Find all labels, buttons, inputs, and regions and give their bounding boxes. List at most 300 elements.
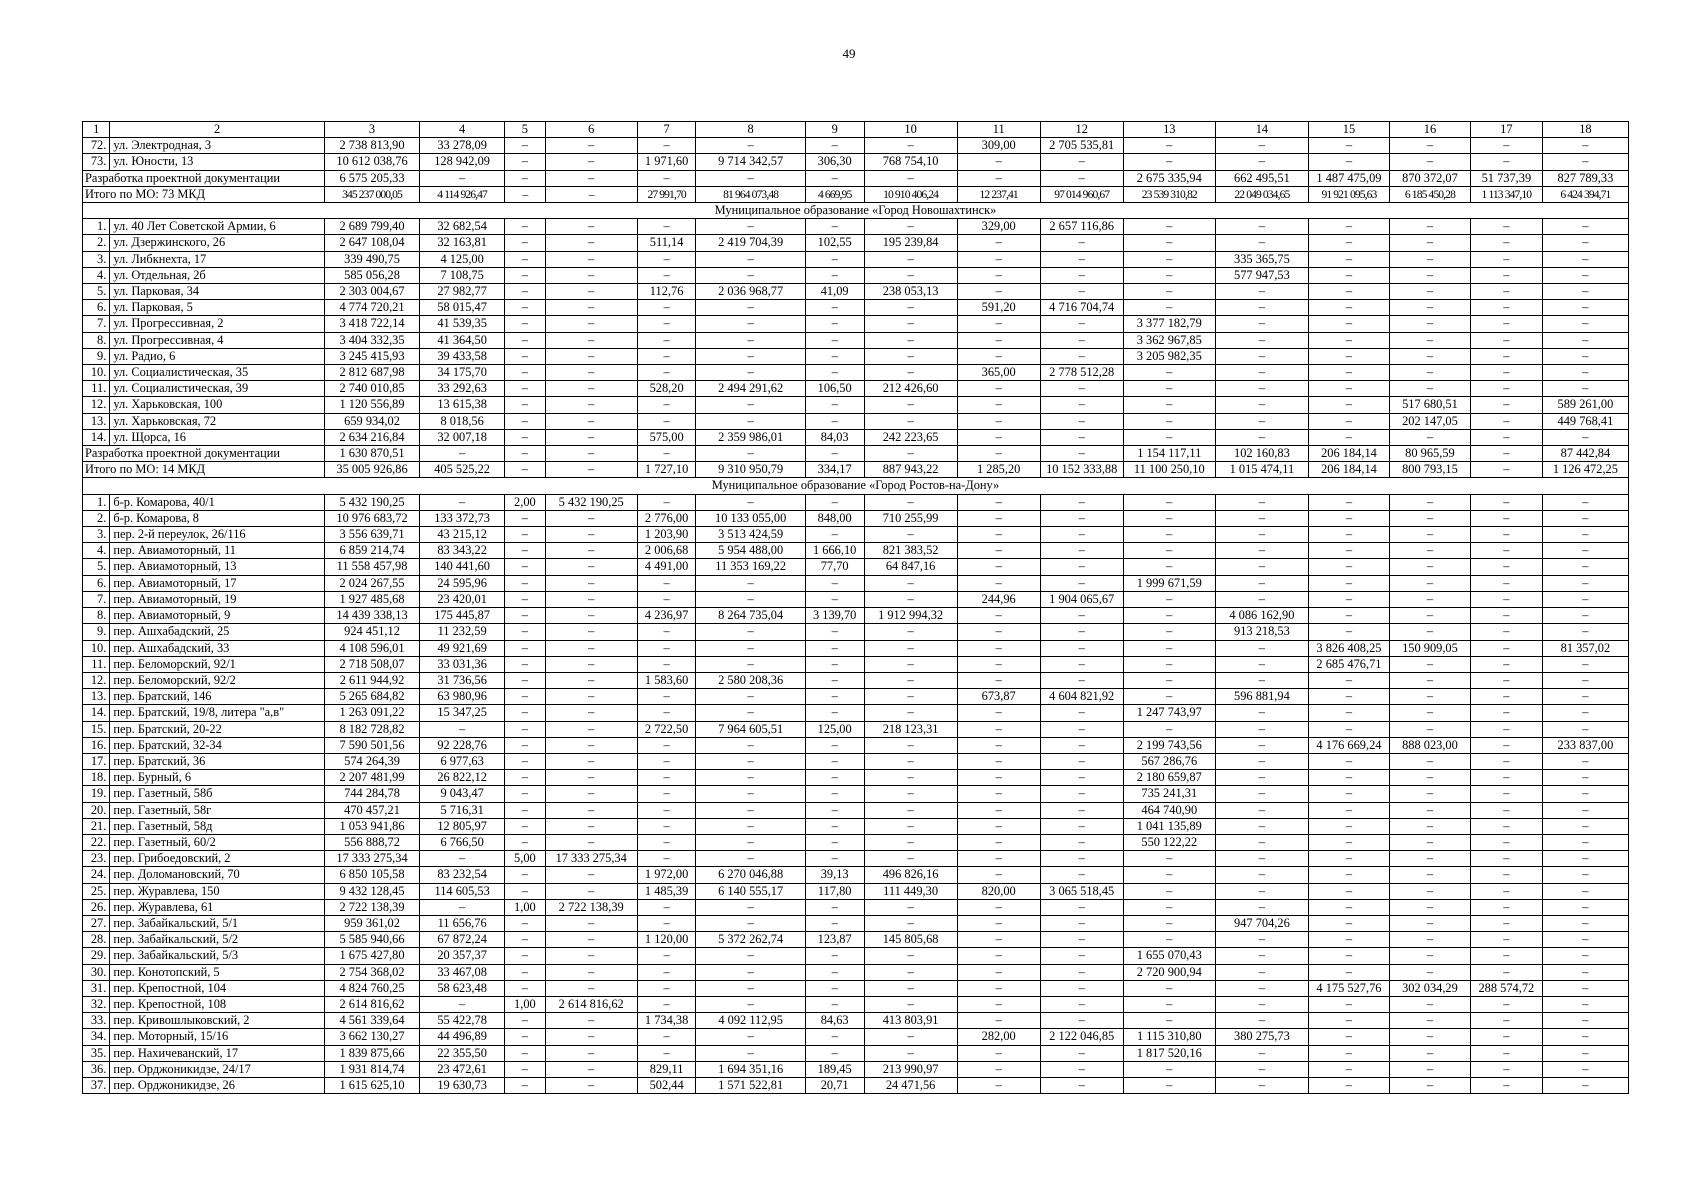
row-address: ул. Прогрессивная, 4 (110, 332, 325, 348)
value-cell: – (1542, 721, 1628, 737)
value-cell: – (1215, 737, 1308, 753)
row-number: 14. (83, 705, 110, 721)
table-row (83, 251, 1629, 267)
value-cell: 15 347,25 (420, 705, 505, 721)
value-cell: 502,44 (637, 1077, 696, 1093)
table-row (83, 154, 1629, 170)
value-cell: 1 583,60 (637, 672, 696, 688)
value-cell: 4 716 704,74 (1040, 300, 1123, 316)
value-cell: – (1308, 948, 1389, 964)
value-cell: – (805, 834, 864, 850)
value-cell: 1 904 065,67 (1040, 591, 1123, 607)
value-cell: 39,13 (805, 867, 864, 883)
value-cell: 1 999 671,59 (1123, 575, 1215, 591)
section-header-row (83, 478, 1629, 494)
value-cell: – (505, 1013, 545, 1029)
value-cell: 309,00 (957, 138, 1040, 154)
value-cell: – (864, 170, 957, 186)
row-address: пер. Нахичеванский, 17 (110, 1045, 325, 1061)
value-cell: – (1470, 948, 1542, 964)
value-cell: – (1215, 138, 1308, 154)
value-cell: – (696, 138, 805, 154)
value-cell: – (957, 575, 1040, 591)
value-cell: – (1123, 932, 1215, 948)
value-cell: – (957, 899, 1040, 915)
value-cell: – (545, 365, 637, 381)
row-number: 16. (83, 737, 110, 753)
value-cell: – (1308, 1061, 1389, 1077)
value-cell: – (1123, 559, 1215, 575)
value-cell: – (805, 899, 864, 915)
value-cell: – (1470, 413, 1542, 429)
value-cell: – (805, 494, 864, 510)
value-cell: – (1308, 1077, 1389, 1093)
value-cell: – (1542, 915, 1628, 931)
value-cell: – (1542, 624, 1628, 640)
value-cell: 1 630 870,51 (324, 446, 419, 462)
value-cell: – (1040, 251, 1123, 267)
value-cell: 22 049 034,65 (1215, 186, 1308, 202)
value-cell: – (1215, 154, 1308, 170)
value-cell: – (1308, 834, 1389, 850)
row-address: пер. Журавлева, 61 (110, 899, 325, 915)
row-number: 22. (83, 834, 110, 850)
value-cell: – (637, 753, 696, 769)
row-address: пер. Братский, 19/8, литера "а,в" (110, 705, 325, 721)
value-cell: 5 585 940,66 (324, 932, 419, 948)
value-cell: 128 942,09 (420, 154, 505, 170)
value-cell: – (1470, 915, 1542, 931)
value-cell: – (1542, 753, 1628, 769)
table-row (83, 786, 1629, 802)
value-cell: – (1542, 219, 1628, 235)
value-cell: – (696, 770, 805, 786)
value-cell: – (1215, 721, 1308, 737)
value-cell: – (1040, 996, 1123, 1012)
value-cell: – (696, 656, 805, 672)
value-cell: – (1542, 980, 1628, 996)
value-cell: – (505, 980, 545, 996)
value-cell: 413 803,91 (864, 1013, 957, 1029)
value-cell: 5 432 190,25 (324, 494, 419, 510)
value-cell: 33 292,63 (420, 381, 505, 397)
value-cell: – (1040, 851, 1123, 867)
value-cell: 2 754 368,02 (324, 964, 419, 980)
value-cell: – (1542, 381, 1628, 397)
value-cell: – (1542, 656, 1628, 672)
value-cell: – (864, 753, 957, 769)
value-cell: – (1215, 656, 1308, 672)
value-cell: – (1389, 381, 1470, 397)
value-cell: 4 086 162,90 (1215, 608, 1308, 624)
value-cell: – (805, 219, 864, 235)
value-cell: – (864, 656, 957, 672)
value-cell: – (1470, 575, 1542, 591)
value-cell: – (637, 1045, 696, 1061)
value-cell: – (1470, 348, 1542, 364)
value-cell: – (1470, 154, 1542, 170)
value-cell: 380 275,73 (1215, 1029, 1308, 1045)
value-cell: – (545, 705, 637, 721)
value-cell: – (1123, 591, 1215, 607)
value-cell: 3 556 639,71 (324, 527, 419, 543)
value-cell: – (1215, 1077, 1308, 1093)
value-cell: – (1215, 753, 1308, 769)
value-cell: – (1040, 1013, 1123, 1029)
value-cell: – (1308, 494, 1389, 510)
value-cell: – (1470, 527, 1542, 543)
table-row (83, 867, 1629, 883)
value-cell: – (1308, 154, 1389, 170)
value-cell: – (505, 1045, 545, 1061)
value-cell: – (864, 737, 957, 753)
value-cell: – (1215, 996, 1308, 1012)
value-cell: – (1470, 1013, 1542, 1029)
value-cell: – (864, 964, 957, 980)
value-cell: – (1123, 138, 1215, 154)
value-cell: – (1389, 786, 1470, 802)
value-cell: – (545, 251, 637, 267)
value-cell: – (505, 446, 545, 462)
row-number: 11. (83, 381, 110, 397)
value-cell: 3 139,70 (805, 608, 864, 624)
value-cell: 13 615,38 (420, 397, 505, 413)
value-cell: 3 513 424,59 (696, 527, 805, 543)
value-cell: – (805, 851, 864, 867)
value-cell: – (864, 802, 957, 818)
column-number-row (83, 122, 1629, 138)
row-number: 34. (83, 1029, 110, 1045)
value-cell: – (545, 1013, 637, 1029)
value-cell: 2 614 816,62 (324, 996, 419, 1012)
value-cell: – (1040, 802, 1123, 818)
value-cell: – (505, 186, 545, 202)
value-cell: 238 053,13 (864, 284, 957, 300)
value-cell: – (1123, 689, 1215, 705)
value-cell: – (957, 316, 1040, 332)
value-cell: – (957, 656, 1040, 672)
value-cell: 2 722,50 (637, 721, 696, 737)
value-cell: 1 485,39 (637, 883, 696, 899)
row-number: 28. (83, 932, 110, 948)
table-row (83, 1045, 1629, 1061)
value-cell: 244,96 (957, 591, 1040, 607)
value-cell: – (864, 251, 957, 267)
value-cell: – (957, 397, 1040, 413)
value-cell: 1 053 941,86 (324, 818, 419, 834)
value-cell: – (864, 397, 957, 413)
value-cell: – (545, 656, 637, 672)
value-cell: 41 539,35 (420, 316, 505, 332)
value-cell: – (1308, 251, 1389, 267)
value-cell: – (1123, 1013, 1215, 1029)
value-cell: – (1123, 867, 1215, 883)
value-cell: 6 424 394,71 (1542, 186, 1628, 202)
value-cell: 1 839 875,66 (324, 1045, 419, 1061)
row-address: пер. Газетный, 58д (110, 818, 325, 834)
value-cell: – (957, 770, 1040, 786)
value-cell: 202 147,05 (1389, 413, 1470, 429)
value-cell: – (696, 899, 805, 915)
value-cell: – (545, 397, 637, 413)
value-cell: 2 812 687,98 (324, 365, 419, 381)
summary-row (83, 186, 1629, 202)
row-address: пер. Газетный, 58б (110, 786, 325, 802)
value-cell: 744 284,78 (324, 786, 419, 802)
value-cell: – (805, 705, 864, 721)
table-row (83, 818, 1629, 834)
table-row (83, 964, 1629, 980)
value-cell: – (1542, 932, 1628, 948)
value-cell: – (1470, 899, 1542, 915)
value-cell: 4 561 339,64 (324, 1013, 419, 1029)
value-cell: – (637, 251, 696, 267)
value-cell: 125,00 (805, 721, 864, 737)
value-cell: – (637, 219, 696, 235)
value-cell: 10 152 333,88 (1040, 462, 1123, 478)
value-cell: – (805, 267, 864, 283)
value-cell: – (505, 543, 545, 559)
value-cell: – (1215, 381, 1308, 397)
value-cell: 189,45 (805, 1061, 864, 1077)
value-cell: 1 927 485,68 (324, 591, 419, 607)
value-cell: – (696, 170, 805, 186)
table-row (83, 575, 1629, 591)
value-cell: – (1308, 770, 1389, 786)
value-cell: 2 657 116,86 (1040, 219, 1123, 235)
value-cell: – (864, 851, 957, 867)
value-cell: – (957, 413, 1040, 429)
value-cell: – (1470, 219, 1542, 235)
value-cell: – (696, 689, 805, 705)
value-cell: – (696, 300, 805, 316)
value-cell: – (1470, 591, 1542, 607)
row-number: 12. (83, 397, 110, 413)
value-cell: – (696, 802, 805, 818)
value-cell: 4 176 669,24 (1308, 737, 1389, 753)
row-address: б-р. Комарова, 40/1 (110, 494, 325, 510)
value-cell: – (864, 316, 957, 332)
row-number: 8. (83, 332, 110, 348)
value-cell: – (1040, 964, 1123, 980)
value-cell: 33 467,08 (420, 964, 505, 980)
value-cell: – (1040, 348, 1123, 364)
value-cell: 3 065 518,45 (1040, 883, 1123, 899)
value-cell: – (1389, 753, 1470, 769)
value-cell: – (637, 365, 696, 381)
row-address: пер. Братский, 36 (110, 753, 325, 769)
value-cell: 1 694 351,16 (696, 1061, 805, 1077)
row-address: ул. Социалистическая, 39 (110, 381, 325, 397)
value-cell: – (957, 494, 1040, 510)
value-cell: – (637, 138, 696, 154)
value-cell: – (1040, 381, 1123, 397)
value-cell: – (505, 624, 545, 640)
value-cell: 829,11 (637, 1061, 696, 1077)
row-number: 72. (83, 138, 110, 154)
value-cell: – (1470, 1077, 1542, 1093)
value-cell: – (1308, 348, 1389, 364)
value-cell: 1 203,90 (637, 527, 696, 543)
value-cell: – (1308, 284, 1389, 300)
value-cell: – (1389, 527, 1470, 543)
value-cell: 11 353 169,22 (696, 559, 805, 575)
value-cell: – (1215, 851, 1308, 867)
value-cell: – (637, 316, 696, 332)
value-cell: – (696, 251, 805, 267)
value-cell: – (1470, 316, 1542, 332)
value-cell: – (1123, 154, 1215, 170)
value-cell: 84,03 (805, 429, 864, 445)
value-cell: – (1542, 591, 1628, 607)
value-cell: 91 921 095,63 (1308, 186, 1389, 202)
value-cell: – (505, 429, 545, 445)
value-cell: – (1542, 494, 1628, 510)
value-cell: 345 237 000,05 (324, 186, 419, 202)
value-cell: – (505, 932, 545, 948)
value-cell: – (1040, 656, 1123, 672)
value-cell: – (505, 365, 545, 381)
value-cell: 33 278,09 (420, 138, 505, 154)
value-cell: – (637, 964, 696, 980)
table-row (83, 494, 1629, 510)
row-number: 37. (83, 1077, 110, 1093)
value-cell: 848,00 (805, 510, 864, 526)
value-cell: – (420, 899, 505, 915)
value-cell: – (1215, 543, 1308, 559)
value-cell: – (545, 543, 637, 559)
value-cell: – (1542, 284, 1628, 300)
value-cell: – (505, 867, 545, 883)
row-number: 24. (83, 867, 110, 883)
value-cell: 6 850 105,58 (324, 867, 419, 883)
column-number: 6 (545, 122, 637, 138)
value-cell: 77,70 (805, 559, 864, 575)
value-cell: 4 092 112,95 (696, 1013, 805, 1029)
column-number: 12 (1040, 122, 1123, 138)
value-cell: 5,00 (505, 851, 545, 867)
value-cell: 27 991,70 (637, 186, 696, 202)
summary-label: Разработка проектной документации (83, 446, 325, 462)
value-cell: – (1308, 899, 1389, 915)
table-row (83, 915, 1629, 931)
value-cell: 496 826,16 (864, 867, 957, 883)
table-row (83, 267, 1629, 283)
value-cell: 102,55 (805, 235, 864, 251)
row-number: 2. (83, 510, 110, 526)
table-row (83, 996, 1629, 1012)
table-row (83, 851, 1629, 867)
value-cell: – (957, 915, 1040, 931)
value-cell: 827 789,33 (1542, 170, 1628, 186)
value-cell: – (1215, 332, 1308, 348)
value-cell: – (1040, 510, 1123, 526)
value-cell: – (805, 689, 864, 705)
table-row (83, 980, 1629, 996)
value-cell: – (637, 915, 696, 931)
value-cell: – (637, 786, 696, 802)
value-cell: 821 383,52 (864, 543, 957, 559)
value-cell: 84,63 (805, 1013, 864, 1029)
value-cell: – (1215, 284, 1308, 300)
value-cell: – (957, 640, 1040, 656)
value-cell: – (505, 1061, 545, 1077)
value-cell: – (1040, 235, 1123, 251)
value-cell: 4 108 596,01 (324, 640, 419, 656)
value-cell: – (805, 365, 864, 381)
value-cell: 887 943,22 (864, 462, 957, 478)
row-address: пер. Братский, 32-34 (110, 737, 325, 753)
value-cell: 2 689 799,40 (324, 219, 419, 235)
value-cell: – (696, 494, 805, 510)
value-cell: – (637, 267, 696, 283)
value-cell: – (1040, 154, 1123, 170)
value-cell: – (1470, 397, 1542, 413)
value-cell: – (1389, 575, 1470, 591)
value-cell: – (696, 624, 805, 640)
table-row (83, 365, 1629, 381)
value-cell: 2 494 291,62 (696, 381, 805, 397)
row-number: 25. (83, 883, 110, 899)
value-cell: 577 947,53 (1215, 267, 1308, 283)
value-cell: 24 471,56 (864, 1077, 957, 1093)
value-cell: – (957, 429, 1040, 445)
value-cell: – (1470, 689, 1542, 705)
value-cell: – (545, 267, 637, 283)
row-address: ул. Юности, 13 (110, 154, 325, 170)
row-address: пер. Конотопский, 5 (110, 964, 325, 980)
value-cell: 4 669,95 (805, 186, 864, 202)
value-cell: 2 647 108,04 (324, 235, 419, 251)
row-address: б-р. Комарова, 8 (110, 510, 325, 526)
value-cell: – (805, 964, 864, 980)
value-cell: 4 774 720,21 (324, 300, 419, 316)
value-cell: – (1542, 575, 1628, 591)
value-cell: – (696, 332, 805, 348)
value-cell: 35 005 926,86 (324, 462, 419, 478)
table-row (83, 932, 1629, 948)
value-cell: – (864, 818, 957, 834)
value-cell: – (864, 980, 957, 996)
row-address: ул. Отдельная, 2б (110, 267, 325, 283)
value-cell: 34 175,70 (420, 365, 505, 381)
value-cell: 596 881,94 (1215, 689, 1308, 705)
value-cell: – (1389, 915, 1470, 931)
value-cell: – (1040, 786, 1123, 802)
value-cell: – (1470, 640, 1542, 656)
value-cell: – (805, 1045, 864, 1061)
value-cell: – (1542, 867, 1628, 883)
row-number: 3. (83, 251, 110, 267)
value-cell: – (805, 640, 864, 656)
value-cell: – (957, 786, 1040, 802)
value-cell: – (545, 1077, 637, 1093)
value-cell: – (805, 948, 864, 964)
row-number: 13. (83, 413, 110, 429)
value-cell: – (1040, 284, 1123, 300)
value-cell: 302 034,29 (1389, 980, 1470, 996)
value-cell: – (1470, 705, 1542, 721)
value-cell: – (957, 235, 1040, 251)
value-cell: – (505, 397, 545, 413)
value-cell: – (1040, 705, 1123, 721)
column-number: 17 (1470, 122, 1542, 138)
value-cell: – (505, 948, 545, 964)
value-cell: – (1389, 543, 1470, 559)
value-cell: 591,20 (957, 300, 1040, 316)
value-cell: – (545, 721, 637, 737)
value-cell: 23 539 310,82 (1123, 186, 1215, 202)
